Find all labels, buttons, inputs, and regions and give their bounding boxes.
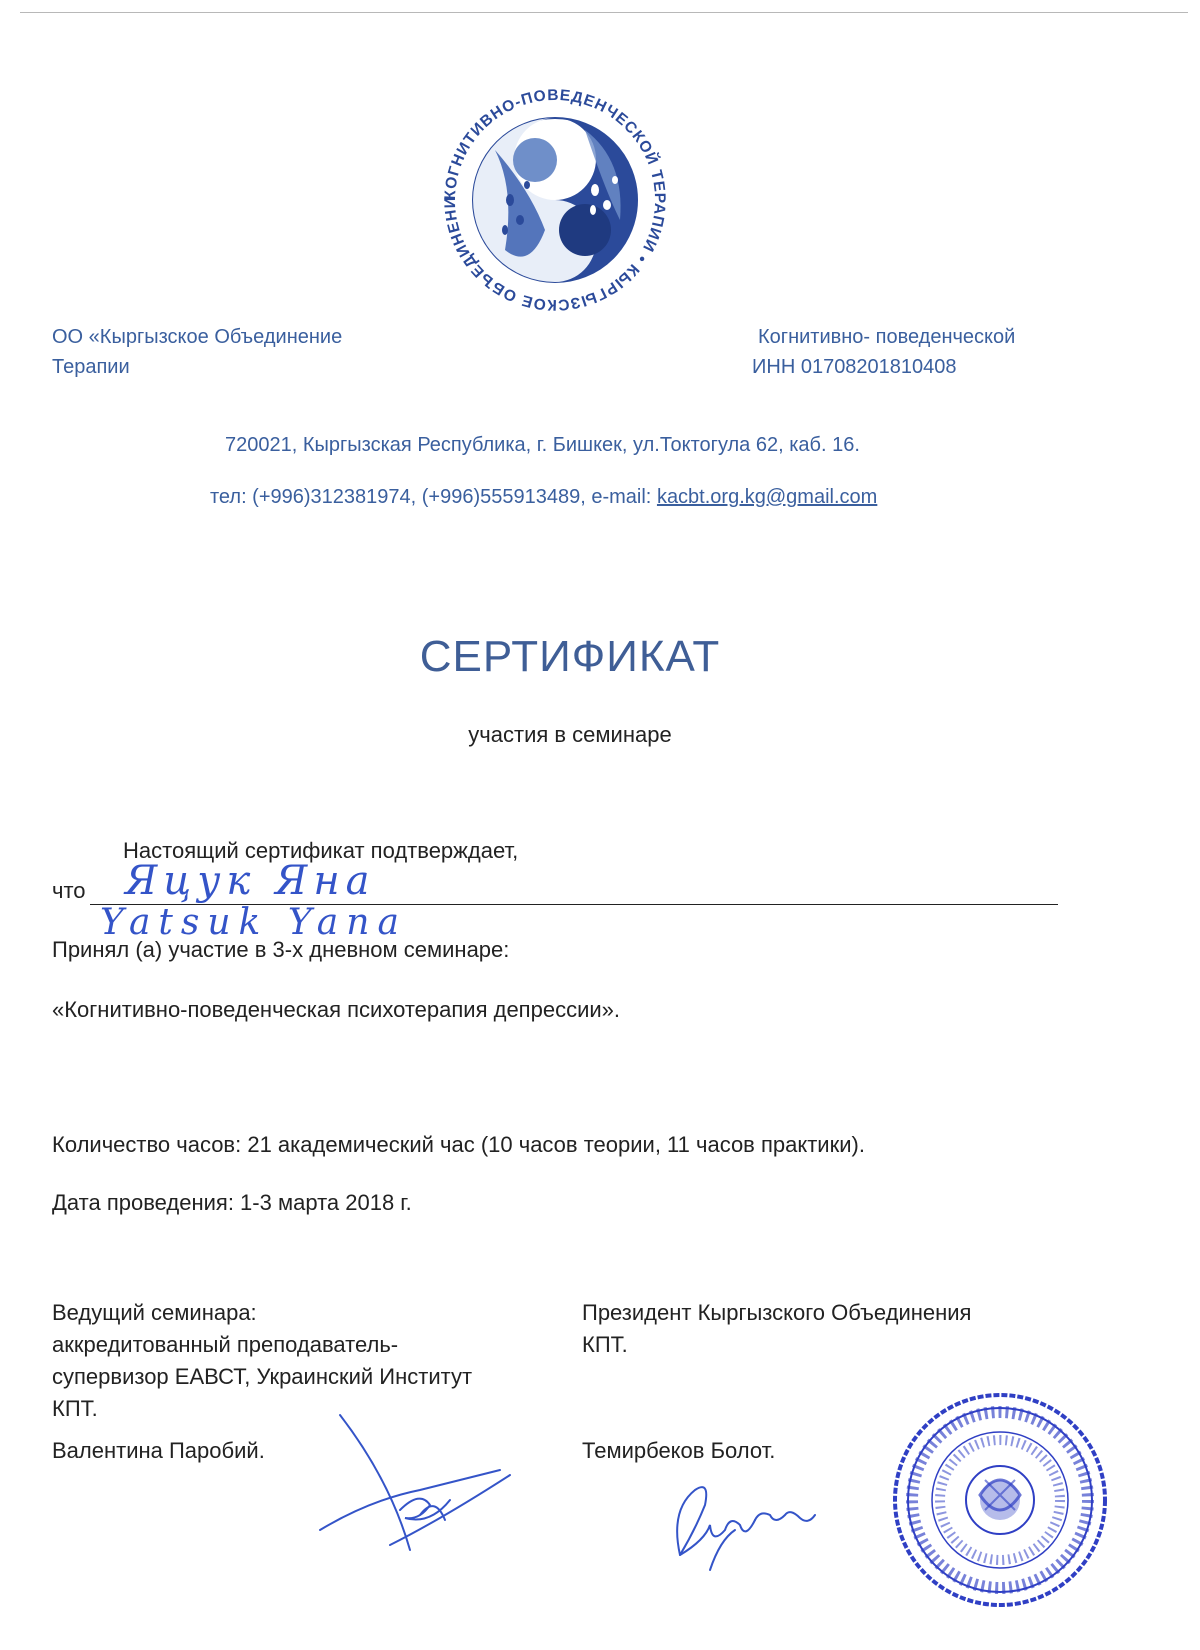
confirms-text: Настоящий сертификат подтверждает, — [123, 838, 519, 863]
org-inn: ИНН 01708201810408 — [752, 356, 957, 378]
leader-line2: аккредитованный преподаватель- — [52, 1332, 399, 1357]
president-line1: Президент Кыргызского Объединения — [582, 1300, 972, 1325]
hours-text: Количество часов: 21 академический час (10 часов теории, 11 часов практики). — [52, 1132, 865, 1157]
address: 720021, Кыргызская Республика, г. Бишкек, ул.Токтогула 62, каб. 16. — [225, 434, 860, 456]
top-rule — [20, 12, 1188, 13]
participant-name-cyrillic: Яцук Яна — [125, 858, 376, 904]
contacts-line — [210, 482, 877, 512]
seminar-title: «Когнитивно-поведенческая психотерапия депрессии». — [52, 997, 620, 1022]
participant-name-latin: Yatsuk Yana — [100, 902, 407, 943]
date-text: Дата проведения: 1-3 марта 2018 г. — [52, 1190, 412, 1215]
official-stamp — [885, 1385, 1115, 1615]
logo-ring-text: КОГНИТИВНО-ПОВЕДЕНЧЕСКОЙ ТЕРАПИИ • КЫРГЫЗСКОЕ ОБЪЕДИНЕНИЕ — [429, 67, 669, 314]
leader-line1: Ведущий семинара: — [52, 1300, 257, 1325]
president-line2: КПТ. — [582, 1332, 628, 1357]
org-left-line2: Терапии — [52, 356, 130, 378]
leader-line3: супервизор ЕАВСТ, Украинский Институт — [52, 1364, 473, 1389]
certificate-subtitle: участия в семинаре — [468, 722, 672, 747]
leader-name: Валентина Паробий. — [52, 1438, 265, 1463]
org-left-line1: ОО «Кыргызское Объединение — [52, 326, 343, 348]
president-signature — [650, 1470, 830, 1580]
leader-signature — [300, 1400, 540, 1570]
logo-emblem — [429, 67, 675, 320]
leader-line4: КПТ. — [52, 1396, 98, 1421]
org-right-line1: Когнитивно- поведенческой — [758, 326, 1016, 348]
email-link[interactable]: kacbt.org.kg@gmail.com — [656, 486, 878, 508]
that-label: что — [52, 878, 86, 903]
president-name: Темирбеков Болот. — [582, 1438, 776, 1463]
phone-numbers: тел: (+996)312381974, (+996)555913489, e-mail: — [210, 486, 657, 508]
participation-text: Принял (а) участие в 3-х дневном семинаре: — [52, 937, 510, 962]
certificate-title: СЕРТИФИКАТ — [419, 632, 721, 681]
organization-logo — [429, 67, 675, 320]
